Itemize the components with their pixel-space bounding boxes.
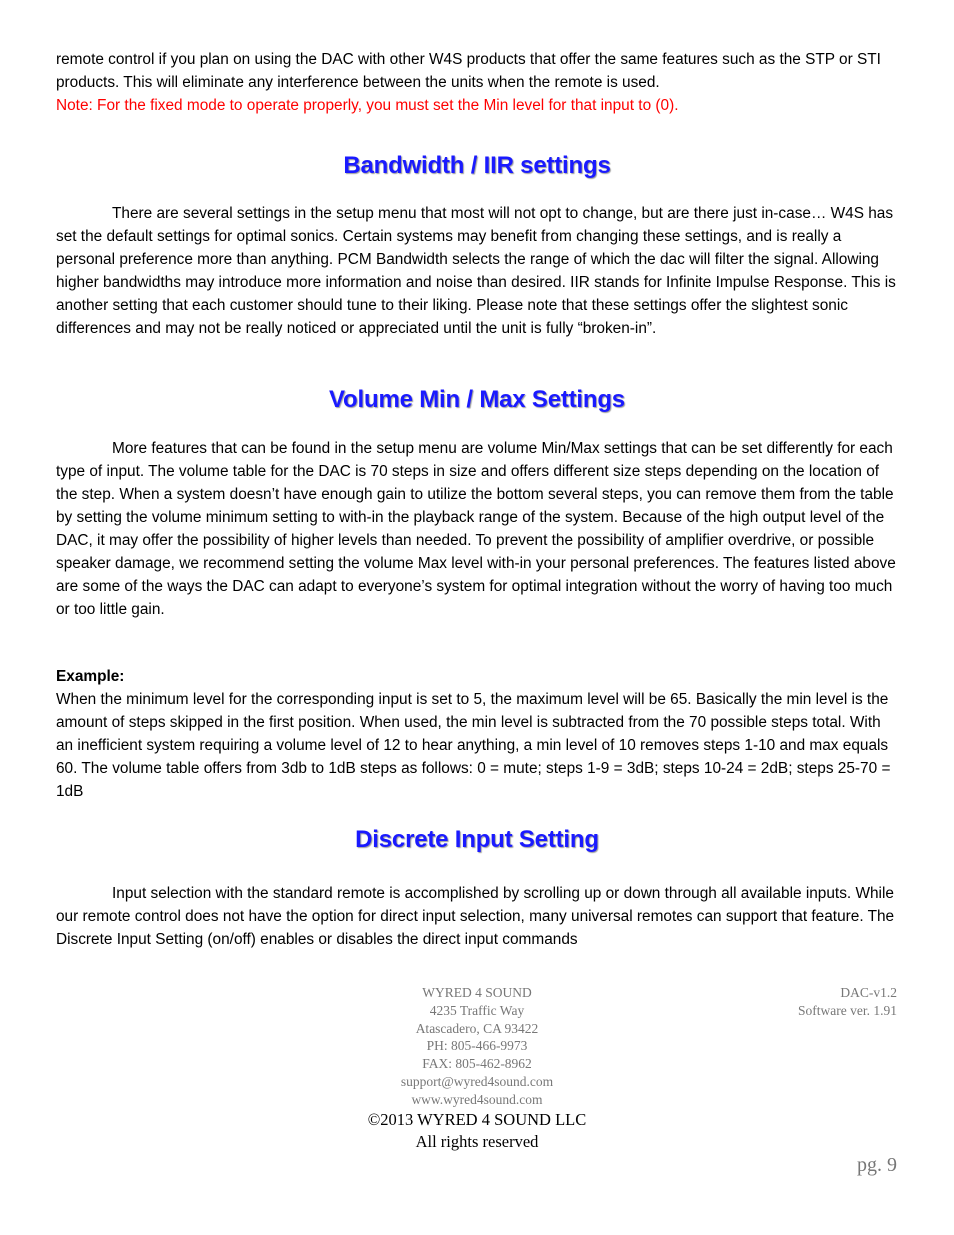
example-label: Example: [56, 668, 125, 685]
footer-company: WYRED 4 SOUND [422, 985, 532, 1000]
volume-paragraph: More features that can be found in the setup menu are volume Min/Max settings that can be set differently for each type of input. The volume table for the DAC is 70 steps in size and offers different size steps depending on the location of the step. When a system doesn’t have enough gain to utilize the bottom several steps, you can remove them from the table by setting the volume minimum setting to with-in the playback range of the system. Because of the high output level of the DAC, it may offer the possibility of higher levels than needed. To prevent the possibility of amplifier overdrive, or possible speaker damage, we recommend setting the volume Max level with-in your personal preferences. The features listed above are some of the ways the DAC can adapt to everyone’s system for optimal integration without the worry of having too much or too little gain. [56, 440, 896, 618]
intro-paragraph: remote control if you plan on using the DAC with other W4S products that offer the same features such as the STP or STI products. This will eliminate any interference between the units when the remote is used. [56, 51, 881, 91]
section-title-volume: Volume Min / Max Settings [329, 386, 625, 413]
fixed-mode-note: Note: For the fixed mode to operate properly, you must set the Min level for that input to (0). [56, 97, 679, 114]
footer-software-version: Software ver. 1.91 [798, 1003, 897, 1018]
section-title-discrete: Discrete Input Setting [355, 826, 599, 853]
footer-doc-version: DAC-v1.2 [840, 985, 897, 1000]
footer-city: Atascadero, CA 93422 [415, 1020, 539, 1036]
footer-version-block [798, 984, 897, 1020]
footer-email: support@wyred4sound.com [400, 1073, 554, 1089]
footer-copyright: ©2013 WYRED 4 SOUND LLC [367, 1109, 587, 1129]
footer-address-block [327, 984, 627, 1154]
bandwidth-paragraph: There are several settings in the setup menu that most will not opt to change, but are there just in-case… W4S has set the default settings for optimal sonics. Certain systems may benefit from changing these settings, and is really a personal preference more than anything. PCM Bandwidth selects the range of which the dac will filter the signal. Allowing higher bandwidths may introduce more information and noise than desired. IIR stands for Infinite Impulse Response. This is another setting that each customer should tune to their liking. Please note that these settings offer the slightest sonic differences and may not be really noticed or appreciated until the unit is fully “broken-in”. [56, 205, 896, 337]
discrete-paragraph: Input selection with the standard remote is accomplished by scrolling up or down through all available inputs. While our remote control does not have the option for direct input selection, many universal remotes can support that feature. The Discrete Input Setting (on/off) enables or disables the direct input commands [56, 885, 895, 948]
footer-fax: FAX: 805-462-8962 [422, 1056, 532, 1072]
footer-phone: PH: 805-466-9973 [426, 1038, 528, 1054]
footer-website: www.wyred4sound.com [411, 1091, 543, 1107]
page-number: pg. 9 [857, 1154, 897, 1176]
footer-rights: All rights reserved [415, 1132, 539, 1152]
section-title-bandwidth: Bandwidth / IIR settings [343, 152, 611, 179]
example-paragraph: When the minimum level for the corresponding input is set to 5, the maximum level will be 65. Basically the min level is the amount of steps skipped in the first position. When used, the min level is subtracted from the 70 possible steps total. With an inefficient system requiring a volume level of 12 to hear anything, a min level of 10 removes steps 1-10 and max equals 60. The volume table offers from 3db to 1dB steps as follows: 0 = mute; steps 1-9 = 3dB; steps 10-24 = 2dB; steps 25-70 = 1dB [56, 691, 891, 800]
footer-street: 4235 Traffic Way [429, 1002, 525, 1018]
